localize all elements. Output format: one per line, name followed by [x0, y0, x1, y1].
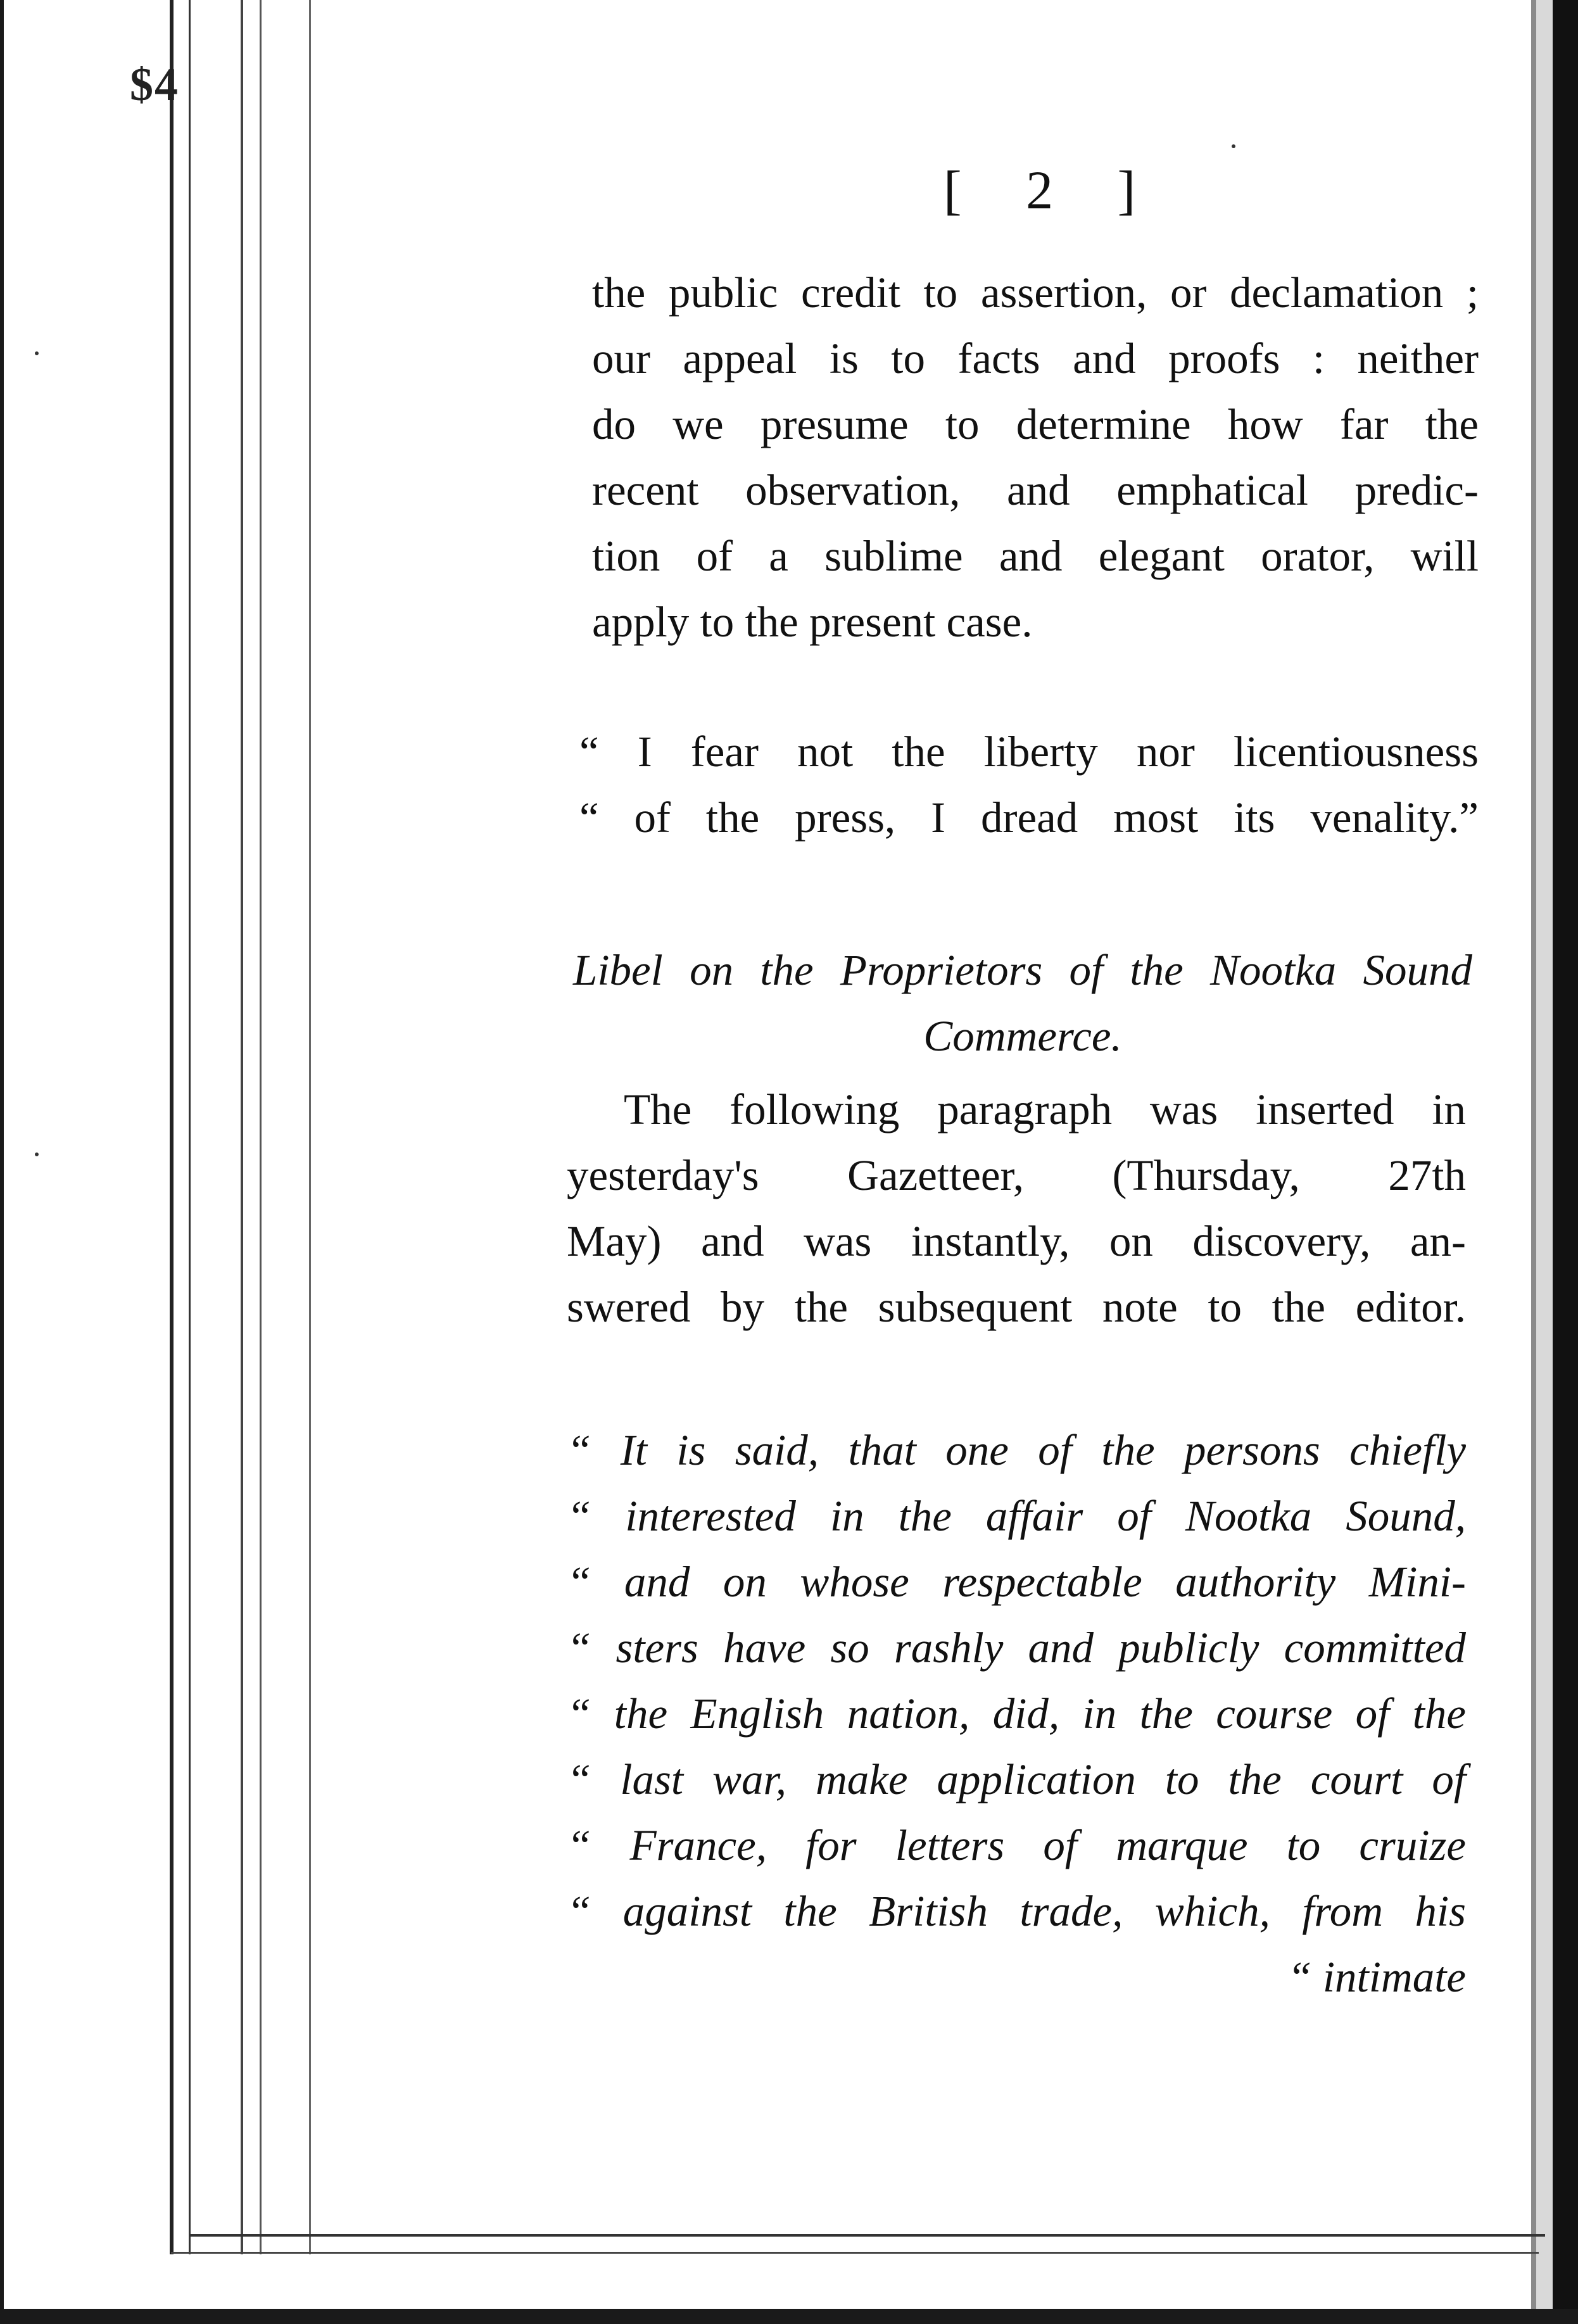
- binding-line: [241, 0, 243, 2254]
- quote-line: “ against the British trade, which, from his: [567, 1887, 1466, 1935]
- quote-line: “ France, for letters of marque to cruize: [567, 1821, 1466, 1869]
- text-line: yesterday's Gazetteer, (Thursday, 27th: [567, 1151, 1466, 1199]
- heading-line: Commerce.: [923, 1012, 1122, 1060]
- quote-line: “ I fear not the liberty nor licentiousness: [579, 728, 1479, 776]
- ink-speck: [1232, 144, 1235, 148]
- text-line: swered by the subsequent note to the editor.: [567, 1283, 1466, 1331]
- scan-edge-right: [1553, 0, 1578, 2324]
- text-line: May) and was instantly, on discovery, an-: [567, 1217, 1466, 1265]
- quote-line: “ of the press, I dread most its venality.”: [579, 793, 1479, 842]
- quoted-paragraph: [567, 1417, 1466, 2010]
- catchword: “ intimate: [1287, 1953, 1466, 2001]
- text-line: tion of a sublime and elegant orator, will: [592, 532, 1479, 580]
- quote-line: “ sters have so rashly and publicly committed: [567, 1624, 1466, 1672]
- page-edge-light: [1536, 0, 1553, 2324]
- quote-line: “ interested in the affair of Nootka Sound,: [567, 1492, 1466, 1540]
- text-line: our appeal is to facts and proofs : neither: [592, 334, 1479, 382]
- ink-speck: [35, 351, 39, 355]
- quote-line: “ and on whose respectable authority Mini-: [567, 1558, 1466, 1606]
- paragraph-continued: [592, 260, 1479, 655]
- page-bottom-edge: [171, 2252, 1539, 2254]
- section-heading: [573, 937, 1472, 1069]
- page-bottom-edge: [190, 2234, 1545, 2237]
- scan-edge-bottom: [0, 2309, 1578, 2324]
- scan-edge-left: [0, 0, 4, 2324]
- heading-line: Libel on the Proprietors of the Nootka Sound: [573, 946, 1472, 994]
- binding-line: [170, 0, 174, 2254]
- binding-line: [260, 0, 262, 2254]
- text-line: do we presume to determine how far the: [592, 400, 1479, 448]
- quote-line: “ last war, make application to the court of: [567, 1755, 1466, 1803]
- body-paragraph: [567, 1077, 1466, 1340]
- binding-line: [189, 0, 191, 2254]
- folio-mark: $4: [130, 59, 179, 111]
- epigraph-quote: [579, 719, 1479, 850]
- quote-line: “ the English nation, did, in the course of the: [567, 1689, 1466, 1738]
- page-edge-shadow: [1531, 0, 1536, 2324]
- text-line: recent observation, and emphatical predic-: [592, 466, 1479, 514]
- page-number: [ 2 ]: [944, 160, 1161, 220]
- text-line: The following paragraph was inserted in: [624, 1085, 1466, 1134]
- binding-line: [309, 0, 311, 2254]
- text-line: apply to the present case.: [592, 598, 1033, 646]
- ink-speck: [35, 1153, 39, 1156]
- text-line: the public credit to assertion, or declamation ;: [592, 268, 1479, 317]
- quote-line: “ It is said, that one of the persons chiefly: [567, 1426, 1466, 1474]
